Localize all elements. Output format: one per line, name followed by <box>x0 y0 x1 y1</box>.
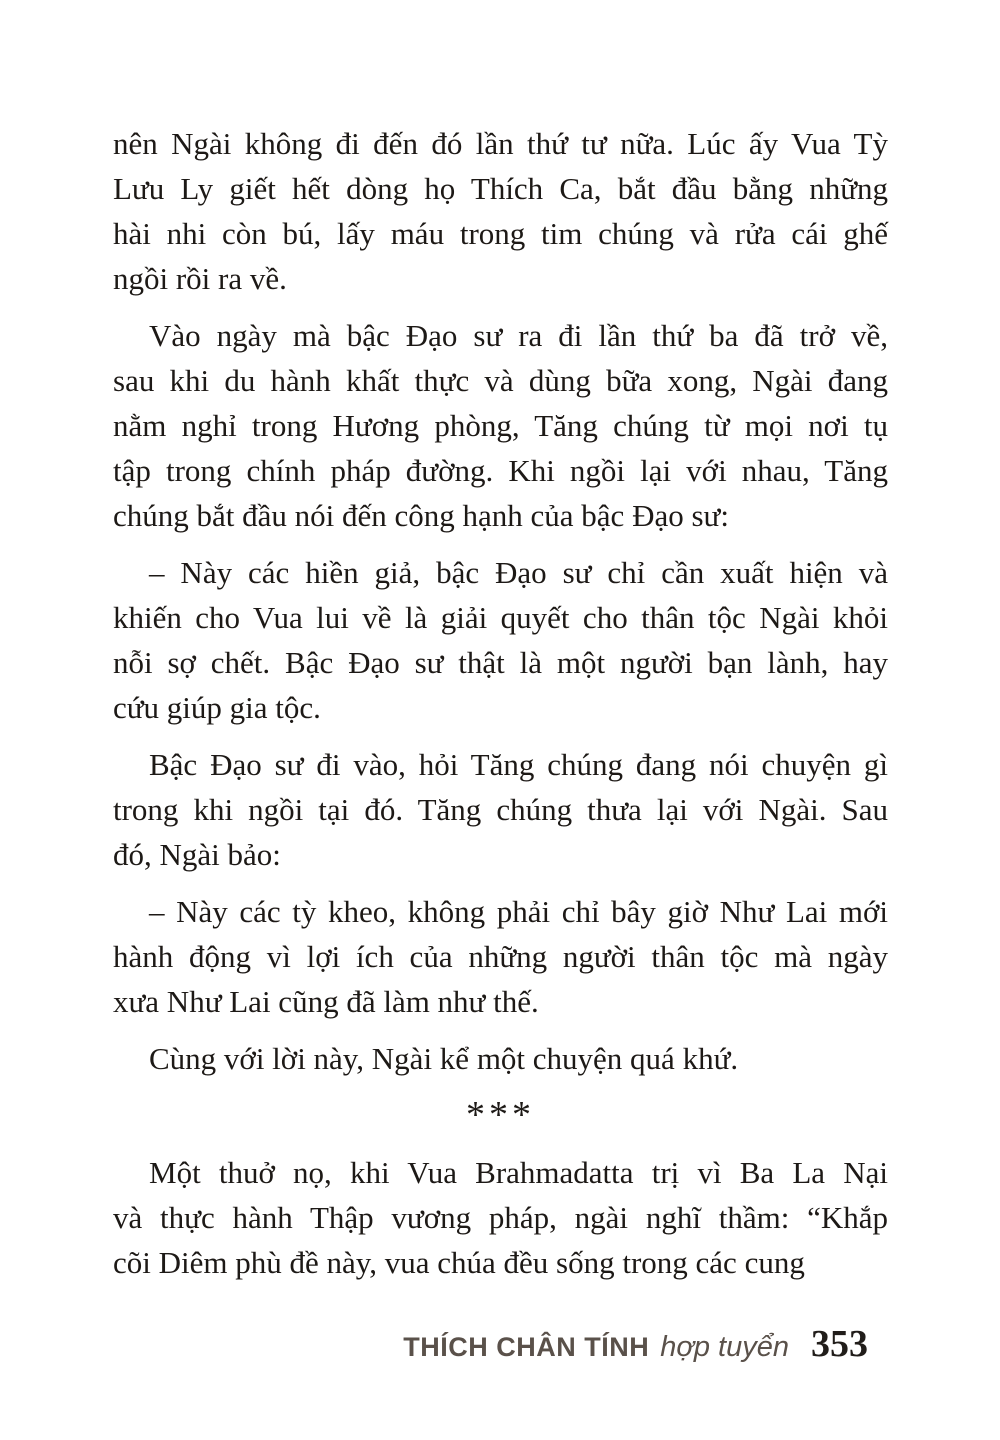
footer-page-number: 353 <box>811 1323 868 1365</box>
text-line: trong khi ngồi tại đó. Tăng chúng thưa lại với Ngài. Sau <box>113 792 888 827</box>
text-line: và thực hành Thập vương pháp, ngài nghĩ thầm: “Khắp <box>113 1200 888 1235</box>
text-line: hài nhi còn bú, lấy máu trong tim chúng và rửa cái ghế <box>113 216 888 251</box>
text-line: nằm nghỉ trong Hương phòng, Tăng chúng từ mọi nơi tụ <box>113 408 888 443</box>
footer-series: hợp tuyển <box>660 1331 789 1363</box>
text-line: Bậc Đạo sư đi vào, hỏi Tăng chúng đang nói chuyện gì <box>149 747 888 782</box>
body-text <box>113 121 888 1297</box>
paragraph <box>113 550 888 730</box>
text-line: tập trong chính pháp đường. Khi ngồi lại với nhau, Tăng <box>113 453 888 488</box>
paragraph <box>113 742 888 877</box>
paragraph <box>113 889 888 1024</box>
paragraph <box>113 313 888 538</box>
text-line: khiến cho Vua lui về là giải quyết cho thân tộc Ngài khỏi <box>113 600 888 635</box>
text-line: xưa Như Lai cũng đã làm như thế. <box>113 984 539 1019</box>
text-line: Vào ngày mà bậc Đạo sư ra đi lần thứ ba đã trở về, <box>149 318 888 353</box>
text-line: cứu giúp gia tộc. <box>113 690 321 725</box>
section-separator: *** <box>466 1094 535 1136</box>
text-line: Cùng với lời này, Ngài kể một chuyện quá khứ. <box>149 1041 739 1076</box>
text-line: – Này các tỳ kheo, không phải chỉ bây giờ Như Lai mới <box>149 894 888 929</box>
text-line: nỗi sợ chết. Bậc Đạo sư thật là một người bạn lành, hay <box>113 645 888 680</box>
paragraph <box>113 121 888 301</box>
footer-author: THÍCH CHÂN TÍNH <box>403 1332 650 1362</box>
text-line: chúng bắt đầu nói đến công hạnh của bậc Đạo sư: <box>113 498 729 533</box>
text-line: Lưu Ly giết hết dòng họ Thích Ca, bắt đầu bằng những <box>113 171 888 206</box>
text-line: hành động vì lợi ích của những người thân tộc mà ngày <box>113 939 888 974</box>
text-line: cõi Diêm phù đề này, vua chúa đều sống trong các cung <box>113 1245 805 1280</box>
text-line: sau khi du hành khất thực và dùng bữa xong, Ngài đang <box>113 363 888 398</box>
text-line: nên Ngài không đi đến đó lần thứ tư nữa. Lúc ấy Vua Tỳ <box>113 126 888 161</box>
text-line: – Này các hiền giả, bậc Đạo sư chỉ cần xuất hiện và <box>149 555 888 590</box>
paragraph <box>113 1036 888 1081</box>
page-footer <box>0 1322 868 1366</box>
text-line: đó, Ngài bảo: <box>113 837 281 872</box>
text-line: ngồi rồi ra về. <box>113 261 287 296</box>
paragraph <box>113 1150 888 1285</box>
text-line: Một thuở nọ, khi Vua Brahmadatta trị vì Ba La Nại <box>149 1155 888 1190</box>
